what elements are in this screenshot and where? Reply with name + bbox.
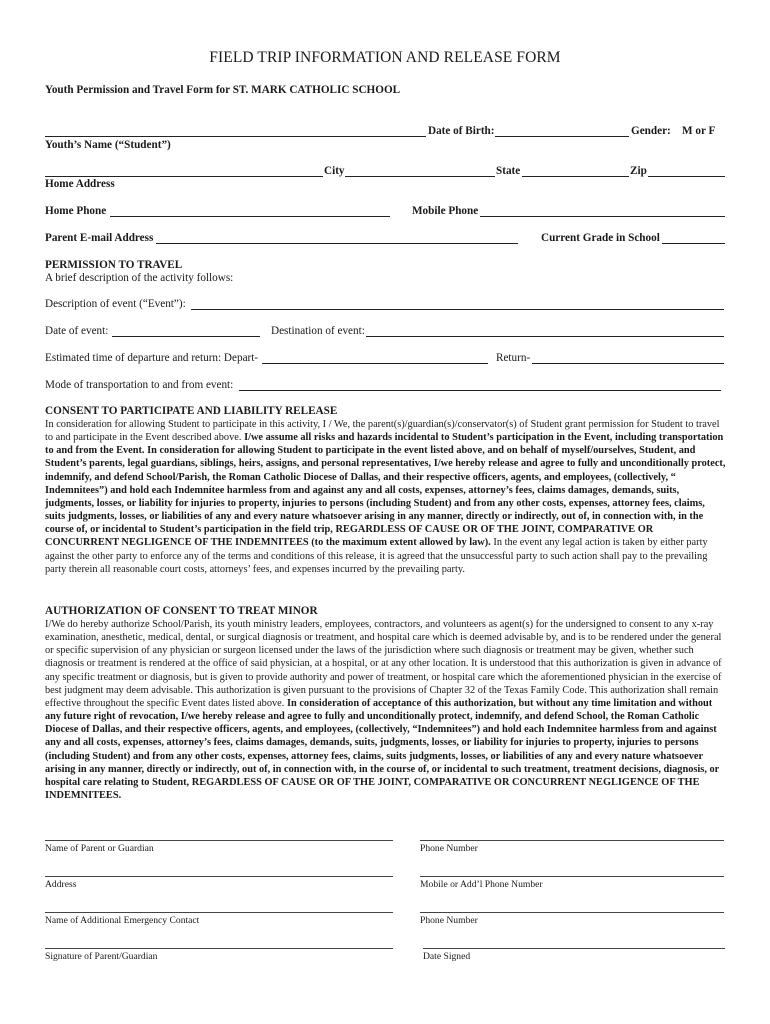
parent-name-label: Name of Parent or Guardian [45, 843, 154, 854]
destination-field[interactable] [366, 336, 724, 337]
signature-field[interactable] [45, 948, 393, 949]
home-address-field[interactable] [45, 176, 323, 177]
authorization-paragraph [45, 618, 727, 802]
consent-text-3: In the event any legal action is taken by either party against the other party to enforce any of the terms and conditions of this release, it is agreed that the unsuccessful party to such action shall pay to the prevailing party therein all reasonable court costs, attorneys’ fees, and expenses incurred by the prevailing party. [45, 537, 708, 575]
departure-field[interactable] [262, 363, 488, 364]
return-label: Return- [496, 352, 531, 364]
emergency-phone-label: Phone Number [420, 915, 478, 926]
dob-label: Date of Birth: [428, 125, 495, 137]
city-field[interactable] [345, 176, 495, 177]
home-address-label: Home Address [45, 178, 115, 190]
permission-intro: A brief description of the activity follows: [45, 272, 234, 284]
departure-label: Estimated time of departure and return: Depart- [45, 352, 259, 364]
emergency-contact-field[interactable] [45, 912, 393, 913]
return-field[interactable] [532, 363, 724, 364]
address-label: Address [45, 879, 77, 890]
description-field[interactable] [191, 309, 724, 310]
emergency-contact-label: Name of Additional Emergency Contact [45, 915, 200, 926]
signature-label: Signature of Parent/Guardian [45, 951, 158, 962]
mobile-phone-label: Mobile Phone [412, 205, 479, 217]
consent-text-1: In consideration for allowing Student to participate in this activity, I / We, the parent(s)/guardian(s)/conservator(s) of Student grant permission for Student to travel to and participate in the Event described above. [45, 419, 720, 444]
youth-name-field[interactable] [45, 136, 426, 137]
form-title: FIELD TRIP INFORMATION AND RELEASE FORM [209, 49, 561, 66]
transport-field[interactable] [239, 390, 721, 391]
consent-heading: CONSENT TO PARTICIPATE AND LIABILITY RELEASE [45, 405, 338, 417]
zip-field[interactable] [648, 176, 725, 177]
authorization-text-2: In consideration of acceptance of this authorization, but without any time limitation and without any future right of revocation, I/we hereby release and agree to fully and unconditionally protect, indemnify, and defend School, the Roman Catholic Diocese of Dallas, and their respective officers, agents, and employees, (collectively, “Indemnitees”) and hold each Indemnitee harmless from and against any and all costs, expenses, attorney’s fees, claims damages, demands, suits, judgments, losses, or liability for injuries to property, injuries to persons (including Student) and from any other costs, expenses, attorney fees, claims, suits judgments, losses, or liabilities of any and every nature whatsoever arising in any manner, directly or indirectly, out of, in connection with, in the course of, or incidental to such treatment, treatment decisions, diagnosis, or hospital care relating to Student, REGARDLESS OF CAUSE OR OF THE JOINT, COMPARATIVE OR CONCURRENT NEGLIGENCE OF THE INDEMNITEES. [45, 697, 720, 802]
consent-text-2: I/we assume all risks and hazards incidental to Student’s participation in the Event, including transportation to and from the Event. In consideration for allowing Student to participate in the event listed above, and on behalf of myself/ourselves, Student, and Student’s parents, legal guardians, siblings, heirs, assigns, and personal representatives, I/we hereby release and agree to fully and unconditionally protect, indemnify, and defend School/Parish, the Roman Catholic Diocese of Dallas, and their respective officers, agents, and employees, (collectively, “ Indemnitees”) and hold each Indemnitee harmless from and against any and all costs, expenses, attorney’s fees, claims damages, demands, suits, judgments, losses, or liability for injuries to property, injuries to persons (including Student) and from any other costs, expenses, attorney fees, claims, suits judgments, losses, or liabilities of any and every nature whatsoever arising in any manner, directly or indirectly, out of, in connection with, in the course of, or incidental to Student’s participation in the field trip, REGARDLESS OF CAUSE OR OF THE JOINT, COMPARATIVE OR CONCURRENT NEGLIGENCE OF THE INDEMNITEES (to the maximum extent allowed by law). [45, 432, 726, 549]
parent-name-field[interactable] [45, 840, 393, 841]
state-label: State [496, 165, 521, 177]
phone-number-field[interactable] [420, 840, 724, 841]
mobile-phone-field[interactable] [480, 216, 725, 217]
home-phone-label: Home Phone [45, 205, 107, 217]
destination-label: Destination of event: [271, 325, 365, 337]
grade-field[interactable] [662, 243, 725, 244]
city-label: City [324, 165, 345, 177]
parent-email-label: Parent E-mail Address [45, 232, 154, 244]
zip-label: Zip [630, 165, 647, 177]
event-date-field[interactable] [112, 336, 260, 337]
mobile-number-field[interactable] [420, 876, 724, 877]
permission-heading: PERMISSION TO TRAVEL [45, 259, 183, 271]
youth-name-label: Youth’s Name (“Student”) [45, 139, 171, 151]
gender-options[interactable]: M or F [682, 125, 716, 137]
date-signed-label: Date Signed [423, 951, 471, 962]
gender-label: Gender: [631, 125, 671, 137]
transport-label: Mode of transportation to and from event: [45, 379, 234, 391]
consent-paragraph [45, 418, 727, 576]
emergency-phone-field[interactable] [420, 912, 724, 913]
grade-label: Current Grade in School [541, 232, 660, 244]
address-field[interactable] [45, 876, 393, 877]
authorization-text-1: I/We do hereby authorize School/Parish, its youth ministry leaders, employees, contractors, and volunteers as agent(s) for the undersigned to consent to any x-ray examination, anesthetic, medical, dental, or surgical diagnosis or treatment, and hospital care which is deemed advisable by, and is to be rendered under the general or specific supervision of any physician or surgeon licensed under the laws of the jurisdiction where such diagnosis or treatment may be given, whether such diagnosis or treatment is rendered at the office of said physician, at a hospital, or at any other location. It is understood that this authorization is given in advance of any specific treatment or diagnosis, but is given to provide authority and power of treatment, or hospital care which the aforementioned physician in the exercise of best judgment may deem advisable. This authorization is given pursuant to the provisions of Chapter 32 of the Texas Family Code. This authorization shall remain effective throughout the specific Event dates listed above. [45, 619, 722, 709]
state-field[interactable] [522, 176, 629, 177]
home-phone-field[interactable] [110, 216, 390, 217]
form-subtitle: Youth Permission and Travel Form for ST. MARK CATHOLIC SCHOOL [45, 84, 401, 96]
mobile-number-label: Mobile or Add’l Phone Number [420, 879, 543, 890]
authorization-heading: AUTHORIZATION OF CONSENT TO TREAT MINOR [45, 605, 318, 617]
parent-email-field[interactable] [156, 243, 518, 244]
phone-number-label: Phone Number [420, 843, 478, 854]
description-label: Description of event (“Event”): [45, 298, 186, 310]
dob-field[interactable] [495, 136, 629, 137]
date-signed-field[interactable] [423, 948, 725, 949]
event-date-label: Date of event: [45, 325, 109, 337]
